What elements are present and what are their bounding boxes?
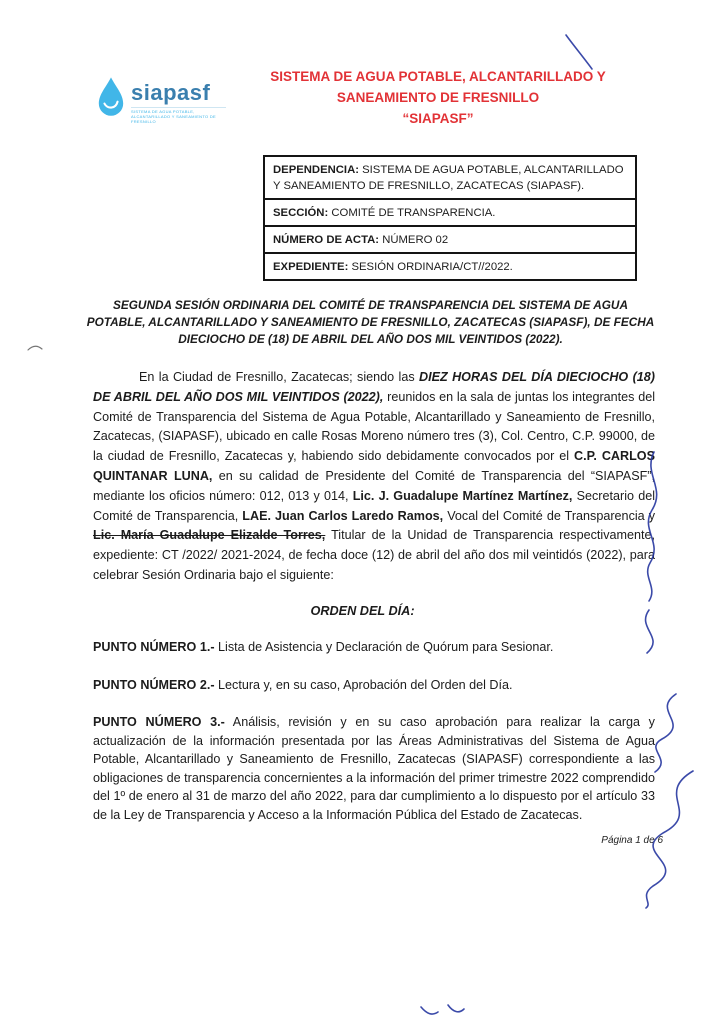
page-number: Página 1 de 6 [601, 834, 663, 846]
water-drop-icon [96, 74, 126, 120]
info-row-seccion [265, 200, 635, 227]
margin-tick [28, 346, 42, 350]
pen-stroke-bottom-2 [448, 1005, 464, 1012]
agenda-item-2: PUNTO NÚMERO 2.- Lectura y, en su caso, Aprobación del Orden del Día. [93, 678, 513, 693]
info-label-dependencia: DEPENDENCIA: [273, 164, 359, 176]
org-title [232, 66, 644, 129]
info-value-dependencia: SISTEMA DE AGUA POTABLE, ALCANTARILLADO Y SANEAMIENTO DE FRESNILLO, ZACATECAS (SIAPASF). [273, 164, 624, 192]
info-row-numero-acta [265, 227, 635, 254]
siapasf-logo [96, 74, 226, 124]
org-title-line2: SANEAMIENTO DE FRESNILLO [336, 90, 540, 105]
info-label-seccion: SECCIÓN: [273, 207, 329, 219]
document-header [0, 0, 725, 150]
info-value-numero-acta: NÚMERO 02 [379, 234, 449, 246]
info-value-expediente: SESIÓN ORDINARIA/CT//2022. [348, 261, 513, 273]
agenda-item-3: PUNTO NÚMERO 3.- Análisis, revisión y en su caso aprobación para realizar la carga y actualización de la información presentada por las Áreas Administrativas del Sistema de Agua Potable, Alcantarillado y Saneamiento de Fresnillo, Zacatecas (SIAPASF) correspondiente a las obligaciones de transparencia concernientes a la información del primer trimestre 2022 comprendido del 1º de enero al 31 de marzo del año 2022, para dar cumplimiento a lo dispuesto por el artículo 33 de la Ley de Transparencia y Acceso a la Información Pública del Estado de Zacatecas. [93, 714, 655, 822]
info-row-dependencia [265, 157, 635, 200]
info-value-seccion: COMITÉ DE TRANSPARENCIA. [328, 207, 496, 219]
document-info-table [263, 155, 637, 281]
info-label-numero-acta: NÚMERO DE ACTA: [273, 234, 380, 246]
info-row-expediente [265, 254, 635, 279]
opening-paragraph: En la Ciudad de Fresnillo, Zacatecas; siendo las DIEZ HORAS DEL DÍA DIECIOCHO (18) DE ABRIL DEL AÑO DOS MIL VEINTIDOS (2022), reunidos en la sala de juntas los integrantes del Comité de Transparencia del Sistema de Agua Potable, Alcantarillado y Saneamiento de Fresnillo, Zacatecas, (SIAPASF), ubicado en calle Rosas Moreno número tres (3), Col. Centro, C.P. 99000, de la ciudad de Fresnillo, Zacatecas y, habiendo sido debidamente convocados por el C.P. CARLOS QUINTANAR LUNA, en su calidad de Presidente del Comité de Transparencia del “SIAPASF”, mediante los oficios número: 012, 013 y 014, Lic. J. Guadalupe Martínez Martínez, Secretario del Comité de Transparencia, LAE. Juan Carlos Laredo Ramos, Vocal del Comité de Transparencia y Lic. María Guadalupe Elizalde Torres, Titular de la Unidad de Transparencia respectivamente, expediente: CT /2022/ 2021-2024, de fecha doce (12) de abril del año dos mil veintidós (2022), para celebrar Sesión Ordinaria bajo el siguiente: [93, 370, 656, 582]
logo-tagline: SISTEMA DE AGUA POTABLE, ALCANTARILLADO Y SANEAMIENTO DE FRESNILLO [131, 107, 226, 124]
info-label-expediente: EXPEDIENTE: [273, 261, 349, 273]
pen-stroke-right-3 [655, 694, 676, 772]
org-title-line3: “SIAPASF” [402, 111, 474, 126]
logo-text-block [131, 74, 226, 124]
org-title-line1: SISTEMA DE AGUA POTABLE, ALCANTARILLADO Y [270, 69, 606, 84]
orden-del-dia-heading: ORDEN DEL DÍA: [310, 603, 415, 618]
session-title: SEGUNDA SESIÓN ORDINARIA DEL COMITÉ DE TRANSPARENCIA DEL SISTEMA DE AGUA POTABLE, ALCANTARILLADO Y SANEAMIENTO DE FRESNILLO, ZACATECAS (SIAPASF), DE FECHA DIECIOCHO DE (18) DE ABRIL DEL AÑO DOS MIL VEINTIDOS (2022). [86, 298, 655, 346]
agenda-item-1: PUNTO NÚMERO 1.- Lista de Asistencia y Declaración de Quórum para Sesionar. [93, 639, 554, 654]
pen-stroke-bottom-1 [421, 1007, 438, 1014]
logo-wordmark: siapasf [131, 80, 211, 105]
